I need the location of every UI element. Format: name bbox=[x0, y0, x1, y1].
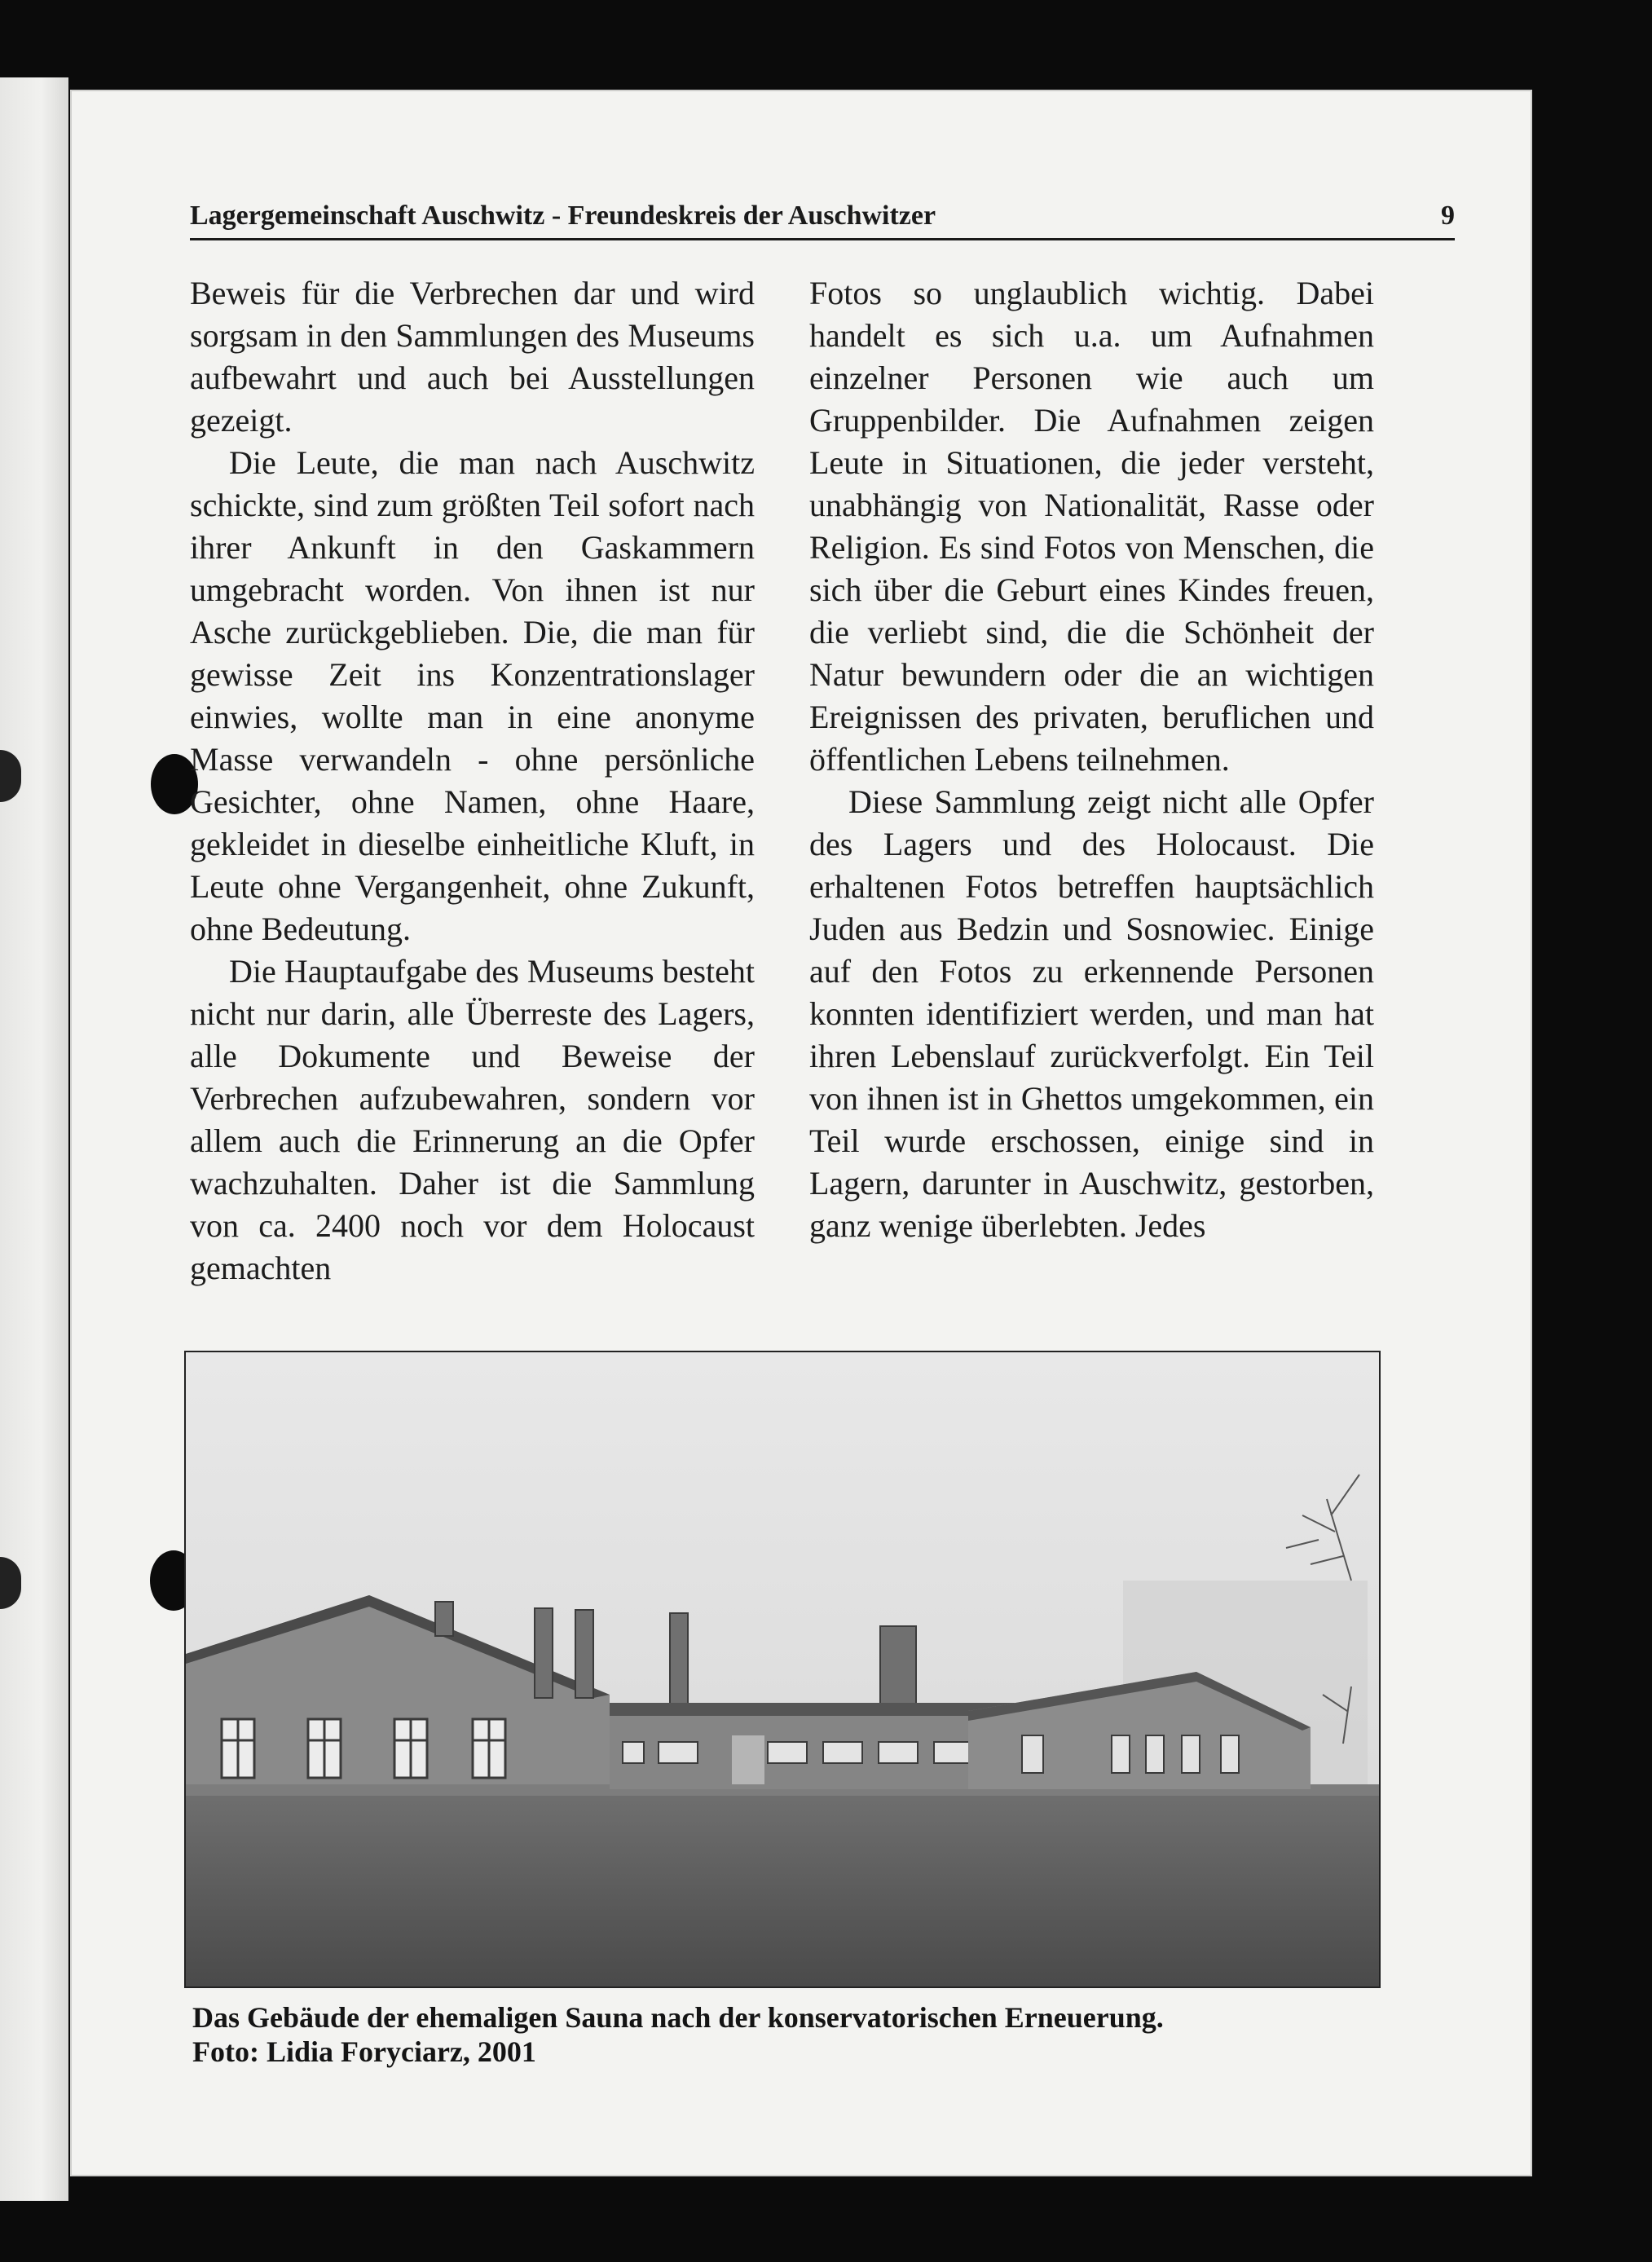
paragraph: Fotos so unglaublich wichtig. Dabei handelt es sich u.a. um Aufnahmen einzelner Personen wie auch um Gruppenbilder. Die Aufnahmen zeigen Leute in Situationen, die jeder versteht, unabhängig von Nationalität, Rasse oder Religion. Es sind Fotos von Menschen, die sich über die Geburt eines Kindes freuen, die verliebt sind, die die Schönheit der Natur bewundern oder die an wichtigen Ereignissen des privaten, beruflichen und öffentlichen Lebens teilnehmen. bbox=[809, 275, 1374, 778]
paragraph: Die Leute, die man nach Auschwitz schickte, sind zum größten Teil sofort nach ihrer Ankunft in den Gaskammern umgebracht worden. Von ihnen ist nur Asche zurückgeblieben. Die, die man für gewisse Zeit ins Konzentrationslager einwies, wollte man in eine anonyme Masse verwandeln - ohne persönliche Gesichter, ohne Namen, ohne Haare, gekleidet in dieselbe einheitliche Kluft, in Leute ohne Vergangenheit, ohne Zukunft, ohne Bedeutung. bbox=[190, 444, 755, 947]
page-number: 9 bbox=[1441, 201, 1455, 231]
header-title: Lagergemeinschaft Auschwitz - Freundeskreis der Auschwitzer bbox=[190, 201, 936, 231]
previous-page-punch-hole bbox=[0, 1557, 21, 1609]
text-column-left bbox=[190, 272, 755, 1290]
photo-caption bbox=[192, 2000, 1464, 2069]
document-page bbox=[72, 91, 1531, 2175]
running-header bbox=[190, 189, 1455, 240]
previous-page-edge bbox=[0, 77, 68, 2201]
paragraph: Diese Sammlung zeigt nicht alle Opfer des Lagers und des Holocaust. Die erhaltenen Fotos betreffen hauptsächlich Juden aus Bedzin und Sosnowiec. Einige auf den Fotos zu erkennende Personen konnten identifiziert werden, und man hat ihren Lebenslauf zurückverfolgt. Ein Teil von ihnen ist in Ghettos umgekommen, ein Teil wurde erschossen, einige sind in Lagern, darunter in Auschwitz, gestorben, ganz wenige überlebten. Jedes bbox=[809, 783, 1374, 1244]
previous-page-punch-hole bbox=[0, 750, 21, 802]
photo-illustration bbox=[186, 1352, 1379, 1986]
caption-credit: Foto: Lidia Foryciarz, 2001 bbox=[192, 2035, 536, 2068]
paragraph: Die Hauptaufgabe des Museums besteht nicht nur darin, alle Überreste des Lagers, alle Dokumente und Beweise der Verbrechen aufzubewahren, sondern vor allem auch die Erinnerung an die Opfer wachzuhalten. Daher ist die Sammlung von ca. 2400 noch vor dem Holocaust gemachten bbox=[190, 953, 755, 1286]
text-column-right bbox=[809, 272, 1374, 1247]
sauna-building-photo bbox=[184, 1351, 1381, 1988]
paragraph: Beweis für die Verbrechen dar und wird sorgsam in den Sammlungen des Museums aufbewahrt und auch bei Ausstellungen gezeigt. bbox=[190, 275, 755, 439]
caption-line: Das Gebäude der ehemaligen Sauna nach der konservatorischen Erneuerung. bbox=[192, 2001, 1164, 2034]
